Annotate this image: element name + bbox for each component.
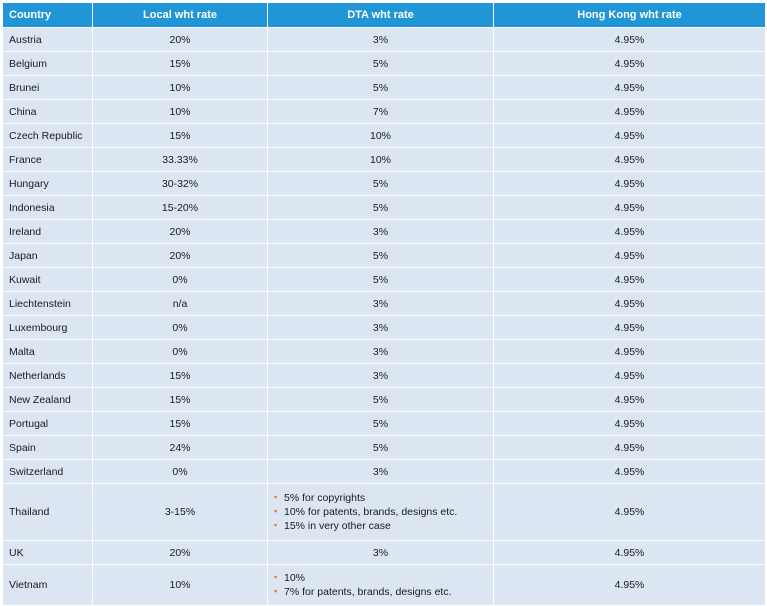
table-row xyxy=(3,364,766,388)
cell-country: France xyxy=(3,148,93,172)
table-row xyxy=(3,412,766,436)
cell-dta-wht-rate: 3% xyxy=(268,340,494,364)
cell-dta-wht-rate: 10% xyxy=(268,148,494,172)
cell-country: Indonesia xyxy=(3,196,93,220)
cell-hong-kong-wht-rate: 4.95% xyxy=(494,244,766,268)
cell-local-wht-rate: 0% xyxy=(93,340,268,364)
cell-local-wht-rate: 10% xyxy=(93,76,268,100)
dta-rate-list xyxy=(274,491,487,533)
withholding-tax-rate-table xyxy=(2,2,766,606)
cell-dta-wht-rate: 5% xyxy=(268,172,494,196)
cell-local-wht-rate: n/a xyxy=(93,292,268,316)
cell-dta-wht-rate xyxy=(268,565,494,606)
cell-local-wht-rate: 10% xyxy=(93,565,268,606)
cell-country: Luxembourg xyxy=(3,316,93,340)
cell-local-wht-rate: 0% xyxy=(93,460,268,484)
dta-rate-list-item: ▪ 7% for patents, brands, designs etc. xyxy=(274,585,487,599)
table-row xyxy=(3,541,766,565)
dta-rate-list-item: ▪ 15% in very other case xyxy=(274,519,487,533)
cell-dta-wht-rate: 5% xyxy=(268,436,494,460)
cell-dta-wht-rate xyxy=(268,484,494,541)
cell-dta-wht-rate: 3% xyxy=(268,316,494,340)
cell-hong-kong-wht-rate: 4.95% xyxy=(494,460,766,484)
table-row xyxy=(3,148,766,172)
table-row xyxy=(3,484,766,541)
cell-hong-kong-wht-rate: 4.95% xyxy=(494,28,766,52)
table-row xyxy=(3,268,766,292)
table-row xyxy=(3,196,766,220)
cell-hong-kong-wht-rate: 4.95% xyxy=(494,364,766,388)
cell-dta-wht-rate: 5% xyxy=(268,76,494,100)
cell-local-wht-rate: 10% xyxy=(93,100,268,124)
cell-dta-wht-rate: 5% xyxy=(268,244,494,268)
cell-local-wht-rate: 24% xyxy=(93,436,268,460)
cell-local-wht-rate: 3-15% xyxy=(93,484,268,541)
cell-hong-kong-wht-rate: 4.95% xyxy=(494,148,766,172)
table-row xyxy=(3,124,766,148)
table-row xyxy=(3,52,766,76)
table-row xyxy=(3,76,766,100)
table-row xyxy=(3,340,766,364)
cell-local-wht-rate: 0% xyxy=(93,268,268,292)
cell-country: Switzerland xyxy=(3,460,93,484)
cell-hong-kong-wht-rate: 4.95% xyxy=(494,76,766,100)
table-row xyxy=(3,292,766,316)
cell-country: Brunei xyxy=(3,76,93,100)
dta-rate-list xyxy=(274,571,487,599)
table-row xyxy=(3,244,766,268)
cell-local-wht-rate: 30-32% xyxy=(93,172,268,196)
cell-hong-kong-wht-rate: 4.95% xyxy=(494,316,766,340)
cell-hong-kong-wht-rate: 4.95% xyxy=(494,52,766,76)
cell-local-wht-rate: 15% xyxy=(93,52,268,76)
cell-country: Malta xyxy=(3,340,93,364)
cell-country: Kuwait xyxy=(3,268,93,292)
cell-country: Austria xyxy=(3,28,93,52)
cell-hong-kong-wht-rate: 4.95% xyxy=(494,565,766,606)
cell-country: Netherlands xyxy=(3,364,93,388)
cell-local-wht-rate: 15% xyxy=(93,364,268,388)
cell-local-wht-rate: 15% xyxy=(93,124,268,148)
cell-dta-wht-rate: 10% xyxy=(268,124,494,148)
cell-dta-wht-rate: 5% xyxy=(268,388,494,412)
cell-country: New Zealand xyxy=(3,388,93,412)
cell-local-wht-rate: 20% xyxy=(93,220,268,244)
cell-hong-kong-wht-rate: 4.95% xyxy=(494,484,766,541)
cell-country: Vietnam xyxy=(3,565,93,606)
cell-hong-kong-wht-rate: 4.95% xyxy=(494,172,766,196)
cell-dta-wht-rate: 5% xyxy=(268,196,494,220)
cell-country: Spain xyxy=(3,436,93,460)
table-row xyxy=(3,172,766,196)
cell-country: China xyxy=(3,100,93,124)
cell-dta-wht-rate: 3% xyxy=(268,28,494,52)
cell-country: UK xyxy=(3,541,93,565)
dta-rate-list-item: ▪ 10% xyxy=(274,571,487,585)
cell-hong-kong-wht-rate: 4.95% xyxy=(494,412,766,436)
cell-country: Ireland xyxy=(3,220,93,244)
cell-local-wht-rate: 0% xyxy=(93,316,268,340)
table-row xyxy=(3,220,766,244)
cell-local-wht-rate: 15% xyxy=(93,412,268,436)
column-header-dta-wht-rate: DTA wht rate xyxy=(268,3,494,28)
cell-country: Japan xyxy=(3,244,93,268)
table-header-row xyxy=(3,3,766,28)
cell-hong-kong-wht-rate: 4.95% xyxy=(494,340,766,364)
cell-dta-wht-rate: 3% xyxy=(268,220,494,244)
cell-hong-kong-wht-rate: 4.95% xyxy=(494,541,766,565)
column-header-country: Country xyxy=(3,3,93,28)
dta-rate-list-item: ▪ 5% for copyrights xyxy=(274,491,487,505)
cell-local-wht-rate: 15% xyxy=(93,388,268,412)
cell-hong-kong-wht-rate: 4.95% xyxy=(494,268,766,292)
cell-dta-wht-rate: 3% xyxy=(268,292,494,316)
cell-dta-wht-rate: 3% xyxy=(268,364,494,388)
table-row xyxy=(3,100,766,124)
table-row xyxy=(3,316,766,340)
table-body xyxy=(3,28,766,606)
table-row xyxy=(3,388,766,412)
cell-hong-kong-wht-rate: 4.95% xyxy=(494,124,766,148)
cell-dta-wht-rate: 3% xyxy=(268,541,494,565)
dta-rate-list-item: ▪ 10% for patents, brands, designs etc. xyxy=(274,505,487,519)
cell-country: Thailand xyxy=(3,484,93,541)
cell-local-wht-rate: 15-20% xyxy=(93,196,268,220)
cell-local-wht-rate: 33.33% xyxy=(93,148,268,172)
cell-hong-kong-wht-rate: 4.95% xyxy=(494,292,766,316)
cell-hong-kong-wht-rate: 4.95% xyxy=(494,100,766,124)
table-header xyxy=(3,3,766,28)
column-header-hong-kong-wht-rate: Hong Kong wht rate xyxy=(494,3,766,28)
cell-dta-wht-rate: 5% xyxy=(268,412,494,436)
cell-hong-kong-wht-rate: 4.95% xyxy=(494,196,766,220)
cell-dta-wht-rate: 5% xyxy=(268,52,494,76)
cell-hong-kong-wht-rate: 4.95% xyxy=(494,220,766,244)
cell-country: Belgium xyxy=(3,52,93,76)
cell-dta-wht-rate: 3% xyxy=(268,460,494,484)
cell-local-wht-rate: 20% xyxy=(93,541,268,565)
cell-local-wht-rate: 20% xyxy=(93,244,268,268)
table-row xyxy=(3,28,766,52)
table-row xyxy=(3,436,766,460)
cell-country: Hungary xyxy=(3,172,93,196)
cell-country: Portugal xyxy=(3,412,93,436)
table-row xyxy=(3,460,766,484)
cell-hong-kong-wht-rate: 4.95% xyxy=(494,436,766,460)
column-header-local-wht-rate: Local wht rate xyxy=(93,3,268,28)
table-row xyxy=(3,565,766,606)
cell-dta-wht-rate: 7% xyxy=(268,100,494,124)
cell-country: Czech Republic xyxy=(3,124,93,148)
cell-country: Liechtenstein xyxy=(3,292,93,316)
cell-dta-wht-rate: 5% xyxy=(268,268,494,292)
cell-local-wht-rate: 20% xyxy=(93,28,268,52)
cell-hong-kong-wht-rate: 4.95% xyxy=(494,388,766,412)
